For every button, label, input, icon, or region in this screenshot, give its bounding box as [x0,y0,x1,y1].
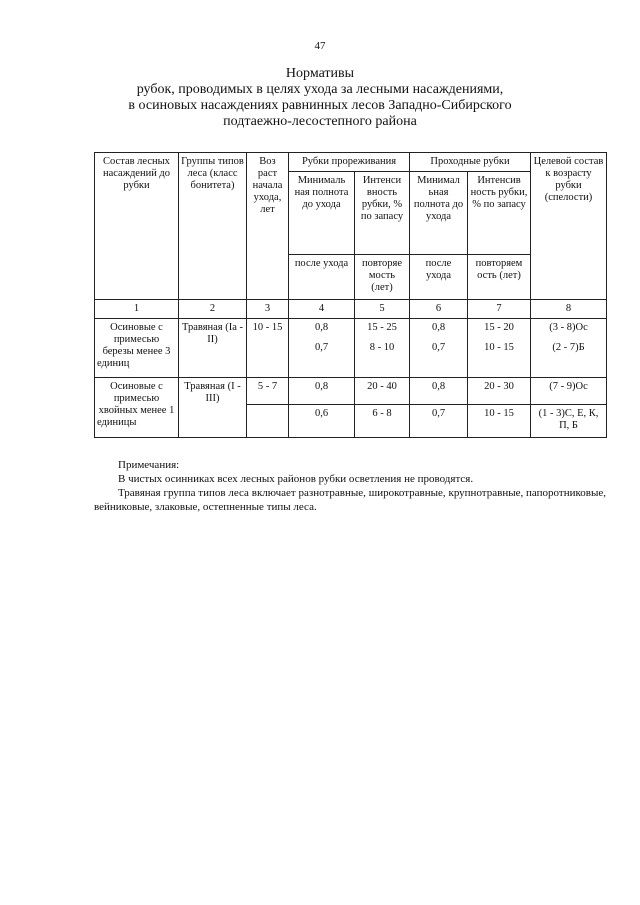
document-title [80,66,560,130]
cell-passage-rep: 10 - 15 [468,405,531,438]
header-thinning: Рубки прореживания [289,153,410,172]
cell-target-main: (7 - 9)Ос [531,378,607,405]
cell-thinning-min: 0,8 [314,322,329,333]
cell-thinning-intensity [355,319,410,378]
cell-passage-int: 20 - 30 [468,378,531,405]
norms-table [94,152,607,438]
notes-heading: Примечания: [118,459,180,471]
cell-composition: Осиновые с примесью хвойных менее 1 единицы [95,378,179,438]
page-number: 47 [314,40,326,52]
cell-target [531,319,607,378]
cell-target-admix: (2 - 7)Б [552,342,585,353]
cell-thinning [289,319,355,378]
title-line-3: в осиновых насаждениях равнинных лесов Западно-Сибирского [128,98,512,113]
cell-passage-intensity [468,319,531,378]
column-number: 3 [247,300,289,319]
cell-thinning-rep: 6 - 8 [355,405,410,438]
cell-forest-type: Травяная (Iа - II) [179,319,247,378]
notes-section [94,458,606,514]
cell-passage-rep: 10 - 15 [484,342,514,353]
cell-thinning-int: 15 - 25 [367,322,397,333]
column-number-row [95,300,607,319]
header-age: Воз раст начала ухода, лет [247,153,289,300]
cell-passage-int: 15 - 20 [484,322,514,333]
header-passage-cutting: Проходные рубки [410,153,531,172]
column-number: 4 [289,300,355,319]
cell-age: 10 - 15 [247,319,289,378]
header-composition: Состав лесных насаждений до рубки [95,153,179,300]
table-row [95,319,607,378]
header-thinning-intensity: Интенси вность рубки, % по запасу [355,172,410,255]
cell-thinning-after: 0,6 [289,405,355,438]
title-line-2: рубок, проводимых в целях ухода за лесными насаждениями, [136,82,504,97]
cell-thinning-rep: 8 - 10 [369,342,395,353]
cell-passage-min: 0,8 [410,378,468,405]
column-number: 8 [531,300,607,319]
cell-thinning-int: 20 - 40 [355,378,410,405]
table-row [95,378,607,405]
column-number: 7 [468,300,531,319]
header-passage-after: после ухода [410,255,468,300]
column-number: 6 [410,300,468,319]
cell-passage-min: 0,8 [431,322,446,333]
cell-passage-after: 0,7 [431,342,446,353]
cell-thinning-after: 0,7 [314,342,329,353]
header-passage-min-density: Минимал ьная полнота до ухода [410,172,468,255]
note-item: В чистых осинниках всех лесных районов рубки осветления не проводятся. [118,473,474,485]
header-forest-type: Группы типов леса (класс бонитета) [179,153,247,300]
title-line-1: Нормативы [285,66,355,81]
cell-forest-type: Травяная (I - III) [179,378,247,438]
column-number: 1 [95,300,179,319]
cell-thinning-min: 0,8 [289,378,355,405]
header-row-1 [95,153,607,172]
cell-target-main: (3 - 8)Ос [549,322,588,333]
cell-target-admix: (1 - 3)С, Е, К, П, Б [531,405,607,438]
column-number: 2 [179,300,247,319]
header-thinning-repeat: повторяе мость (лет) [355,255,410,300]
title-line-4: подтаежно-лесостепного района [223,114,417,129]
note-item: Травяная группа типов леса включает разнотравные, широкотравные, крупнотравные, папоротниковые, вейниковые, злаковые, остепненные типы леса. [94,487,606,513]
header-passage-repeat: повторяем ость (лет) [468,255,531,300]
header-passage-intensity: Интенсив ность рубки, % по запасу [468,172,531,255]
header-thinning-after: после ухода [289,255,355,300]
header-thinning-min-density: Минималь ная полнота до ухода [289,172,355,255]
cell-passage-after: 0,7 [410,405,468,438]
cell-age-empty [247,405,289,438]
column-number: 5 [355,300,410,319]
cell-passage [410,319,468,378]
cell-age: 5 - 7 [247,378,289,405]
header-target-composition: Целевой состав к возрасту рубки (спелости) [531,153,607,300]
cell-composition: Осиновые с примесью березы менее 3 единиц [95,319,179,378]
